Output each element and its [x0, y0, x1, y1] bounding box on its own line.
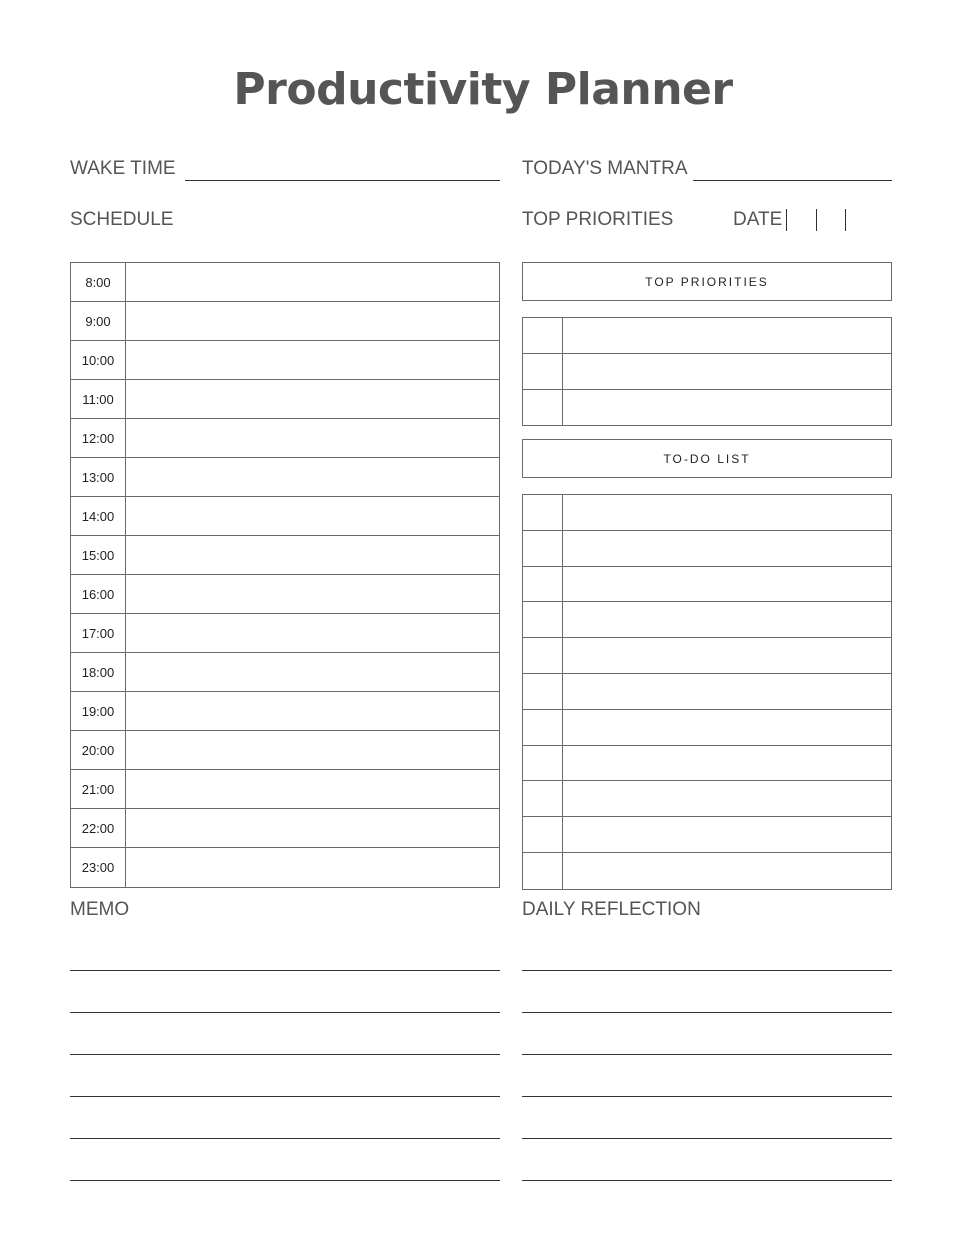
schedule-entry-field[interactable]: [126, 458, 499, 496]
schedule-time: 14:00: [71, 497, 126, 535]
schedule-entry-field[interactable]: [126, 731, 499, 769]
todo-checkbox[interactable]: [523, 495, 563, 530]
schedule-time: 10:00: [71, 341, 126, 379]
schedule-time: 22:00: [71, 809, 126, 847]
schedule-row: [71, 263, 499, 302]
todo-row: [523, 602, 891, 638]
priority-field[interactable]: [563, 354, 891, 389]
date-separator: [816, 209, 817, 231]
schedule-row: [71, 653, 499, 692]
date-separator: [786, 209, 787, 231]
reflection-line[interactable]: [522, 1012, 892, 1013]
schedule-entry-field[interactable]: [126, 614, 499, 652]
todo-row: [523, 817, 891, 853]
memo-line[interactable]: [70, 1012, 500, 1013]
schedule-time: 20:00: [71, 731, 126, 769]
todo-checkbox[interactable]: [523, 602, 563, 637]
todo-field[interactable]: [563, 602, 891, 637]
reflection-line[interactable]: [522, 1138, 892, 1139]
todo-row: [523, 710, 891, 746]
todo-checkbox[interactable]: [523, 674, 563, 709]
schedule-table: [70, 262, 500, 888]
schedule-time: 18:00: [71, 653, 126, 691]
todo-field[interactable]: [563, 781, 891, 816]
mantra-field[interactable]: [693, 180, 892, 181]
date-label: DATE: [733, 209, 783, 230]
schedule-time: 12:00: [71, 419, 126, 457]
priority-field[interactable]: [563, 318, 891, 353]
schedule-row: [71, 770, 499, 809]
todo-list: [522, 494, 892, 890]
schedule-row: [71, 497, 499, 536]
schedule-entry-field[interactable]: [126, 848, 499, 887]
schedule-row: [71, 302, 499, 341]
priority-checkbox[interactable]: [523, 318, 563, 353]
memo-line[interactable]: [70, 1054, 500, 1055]
todo-row: [523, 853, 891, 889]
top-priorities-label: TOP PRIORITIES: [522, 209, 674, 230]
todo-checkbox[interactable]: [523, 746, 563, 781]
reflection-line[interactable]: [522, 1054, 892, 1055]
schedule-entry-field[interactable]: [126, 536, 499, 574]
schedule-time: 21:00: [71, 770, 126, 808]
top-priorities-list: [522, 317, 892, 426]
schedule-row: [71, 419, 499, 458]
reflection-line[interactable]: [522, 1096, 892, 1097]
schedule-time: 19:00: [71, 692, 126, 730]
schedule-row: [71, 575, 499, 614]
todo-row: [523, 567, 891, 603]
schedule-entry-field[interactable]: [126, 419, 499, 457]
memo-line[interactable]: [70, 1096, 500, 1097]
reflection-label: DAILY REFLECTION: [522, 899, 701, 920]
todo-checkbox[interactable]: [523, 817, 563, 852]
schedule-label: SCHEDULE: [70, 209, 174, 230]
priority-checkbox[interactable]: [523, 390, 563, 426]
schedule-row: [71, 458, 499, 497]
schedule-entry-field[interactable]: [126, 302, 499, 340]
schedule-entry-field[interactable]: [126, 380, 499, 418]
date-separator: [845, 209, 846, 231]
todo-row: [523, 746, 891, 782]
schedule-entry-field[interactable]: [126, 770, 499, 808]
schedule-entry-field[interactable]: [126, 809, 499, 847]
schedule-entry-field[interactable]: [126, 575, 499, 613]
todo-field[interactable]: [563, 495, 891, 530]
schedule-row: [71, 809, 499, 848]
todo-field[interactable]: [563, 531, 891, 566]
schedule-entry-field[interactable]: [126, 341, 499, 379]
memo-line[interactable]: [70, 970, 500, 971]
schedule-time: 15:00: [71, 536, 126, 574]
mantra-label: TODAY'S MANTRA: [522, 158, 688, 179]
schedule-row: [71, 731, 499, 770]
schedule-row: [71, 341, 499, 380]
todo-checkbox[interactable]: [523, 531, 563, 566]
schedule-row: [71, 380, 499, 419]
priority-row: [523, 390, 891, 426]
todo-row: [523, 531, 891, 567]
todo-row: [523, 495, 891, 531]
priority-row: [523, 354, 891, 390]
schedule-time: 17:00: [71, 614, 126, 652]
todo-header: TO-DO LIST: [522, 439, 892, 478]
top-priorities-header: TOP PRIORITIES: [522, 262, 892, 301]
todo-field[interactable]: [563, 567, 891, 602]
reflection-line[interactable]: [522, 970, 892, 971]
schedule-entry-field[interactable]: [126, 497, 499, 535]
schedule-entry-field[interactable]: [126, 263, 499, 301]
schedule-time: 16:00: [71, 575, 126, 613]
todo-field[interactable]: [563, 746, 891, 781]
memo-line[interactable]: [70, 1138, 500, 1139]
todo-field[interactable]: [563, 674, 891, 709]
todo-checkbox[interactable]: [523, 781, 563, 816]
wake-time-label: WAKE TIME: [70, 158, 176, 179]
wake-time-field[interactable]: [185, 180, 500, 181]
reflection-line[interactable]: [522, 1180, 892, 1181]
todo-checkbox[interactable]: [523, 567, 563, 602]
memo-label: MEMO: [70, 899, 130, 920]
todo-field[interactable]: [563, 638, 891, 673]
schedule-entry-field[interactable]: [126, 653, 499, 691]
priority-checkbox[interactable]: [523, 354, 563, 389]
schedule-entry-field[interactable]: [126, 692, 499, 730]
schedule-row: [71, 692, 499, 731]
priority-field[interactable]: [563, 390, 891, 426]
todo-row: [523, 674, 891, 710]
todo-field[interactable]: [563, 710, 891, 745]
schedule-time: 23:00: [71, 848, 126, 887]
todo-checkbox[interactable]: [523, 710, 563, 745]
schedule-row: [71, 536, 499, 575]
todo-checkbox[interactable]: [523, 853, 563, 889]
schedule-time: 13:00: [71, 458, 126, 496]
schedule-time: 8:00: [71, 263, 126, 301]
todo-row: [523, 638, 891, 674]
schedule-row: [71, 614, 499, 653]
todo-field[interactable]: [563, 853, 891, 889]
todo-row: [523, 781, 891, 817]
todo-field[interactable]: [563, 817, 891, 852]
page-title: Productivity Planner: [233, 64, 733, 115]
priority-row: [523, 318, 891, 354]
memo-line[interactable]: [70, 1180, 500, 1181]
schedule-time: 11:00: [71, 380, 126, 418]
schedule-row: [71, 848, 499, 887]
todo-checkbox[interactable]: [523, 638, 563, 673]
schedule-time: 9:00: [71, 302, 126, 340]
